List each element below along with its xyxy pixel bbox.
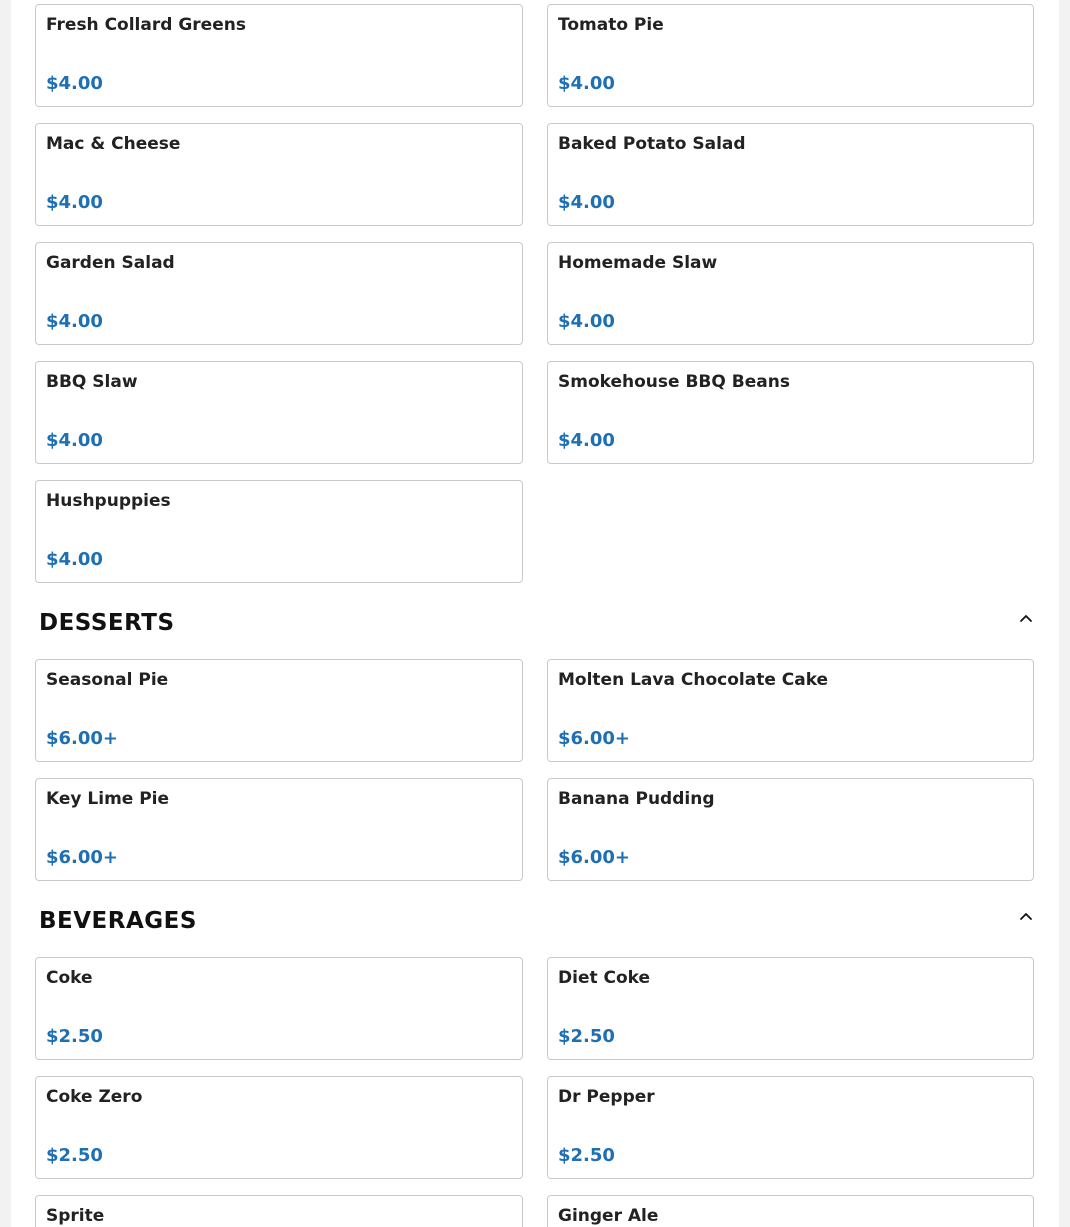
menu-item-price: $6.00+ <box>46 728 119 749</box>
menu-item-card[interactable] <box>547 778 1034 881</box>
menu-item-price: $2.50 <box>558 1145 615 1166</box>
menu-item-card[interactable] <box>547 123 1034 226</box>
menu-item-name: Sprite <box>46 1206 105 1226</box>
menu-item-name: BBQ Slaw <box>46 372 138 392</box>
menu-item-card[interactable] <box>35 242 523 345</box>
menu-page <box>11 0 1059 1227</box>
menu-item-card[interactable] <box>547 242 1034 345</box>
menu-item-name: Dr Pepper <box>558 1087 655 1107</box>
menu-item-price: $2.50 <box>46 1026 103 1047</box>
section-title: DESSERTS <box>39 610 175 636</box>
menu-item-card[interactable] <box>35 361 523 464</box>
menu-item-name: Diet Coke <box>558 968 651 988</box>
menu-item-card[interactable] <box>35 123 523 226</box>
menu-item-name: Fresh Collard Greens <box>46 15 246 35</box>
sides-grid <box>35 4 1034 583</box>
menu-item-price: $4.00 <box>46 73 103 94</box>
beverages-grid <box>35 957 1034 1227</box>
menu-item-name: Ginger Ale <box>558 1206 659 1226</box>
menu-item-price: $4.00 <box>46 192 103 213</box>
desserts-section-header[interactable] <box>39 606 1034 642</box>
menu-item-price: $4.00 <box>558 430 615 451</box>
menu-item-name: Coke Zero <box>46 1087 143 1107</box>
menu-item-card[interactable] <box>35 1195 523 1227</box>
menu-item-card[interactable] <box>547 957 1034 1060</box>
menu-item-name: Banana Pudding <box>558 789 715 809</box>
menu-item-price: $2.50 <box>558 1026 615 1047</box>
menu-item-price: $6.00+ <box>558 847 631 868</box>
beverages-section-header[interactable] <box>39 904 1034 940</box>
chevron-up-icon[interactable] <box>1018 908 1034 924</box>
menu-item-name: Key Lime Pie <box>46 789 170 809</box>
menu-item-card[interactable] <box>547 1076 1034 1179</box>
menu-item-card[interactable] <box>547 659 1034 762</box>
desserts-grid <box>35 659 1034 881</box>
menu-item-card[interactable] <box>35 4 523 107</box>
menu-item-card[interactable] <box>35 1076 523 1179</box>
menu-item-price: $6.00+ <box>46 847 119 868</box>
menu-item-name: Homemade Slaw <box>558 253 718 273</box>
menu-item-price: $6.00+ <box>558 728 631 749</box>
menu-item-price: $4.00 <box>46 311 103 332</box>
menu-item-price: $4.00 <box>46 549 103 570</box>
menu-item-card[interactable] <box>547 361 1034 464</box>
menu-item-card[interactable] <box>547 1195 1034 1227</box>
menu-item-name: Smokehouse BBQ Beans <box>558 372 790 392</box>
menu-item-name: Mac & Cheese <box>46 134 181 154</box>
menu-item-name: Coke <box>46 968 93 988</box>
menu-item-price: $4.00 <box>558 311 615 332</box>
menu-item-card[interactable] <box>547 4 1034 107</box>
menu-item-name: Garden Salad <box>46 253 175 273</box>
menu-item-price: $4.00 <box>558 192 615 213</box>
menu-item-card[interactable] <box>35 957 523 1060</box>
menu-item-name: Hushpuppies <box>46 491 171 511</box>
menu-item-card[interactable] <box>35 778 523 881</box>
menu-item-card[interactable] <box>35 659 523 762</box>
chevron-up-icon[interactable] <box>1018 610 1034 626</box>
menu-item-card[interactable] <box>35 480 523 583</box>
menu-item-name: Baked Potato Salad <box>558 134 746 154</box>
menu-item-name: Molten Lava Chocolate Cake <box>558 670 829 690</box>
menu-item-name: Tomato Pie <box>558 15 664 35</box>
menu-item-price: $4.00 <box>46 430 103 451</box>
menu-item-price: $4.00 <box>558 73 615 94</box>
menu-item-price: $2.50 <box>46 1145 103 1166</box>
menu-item-name: Seasonal Pie <box>46 670 169 690</box>
section-title: BEVERAGES <box>39 908 197 934</box>
